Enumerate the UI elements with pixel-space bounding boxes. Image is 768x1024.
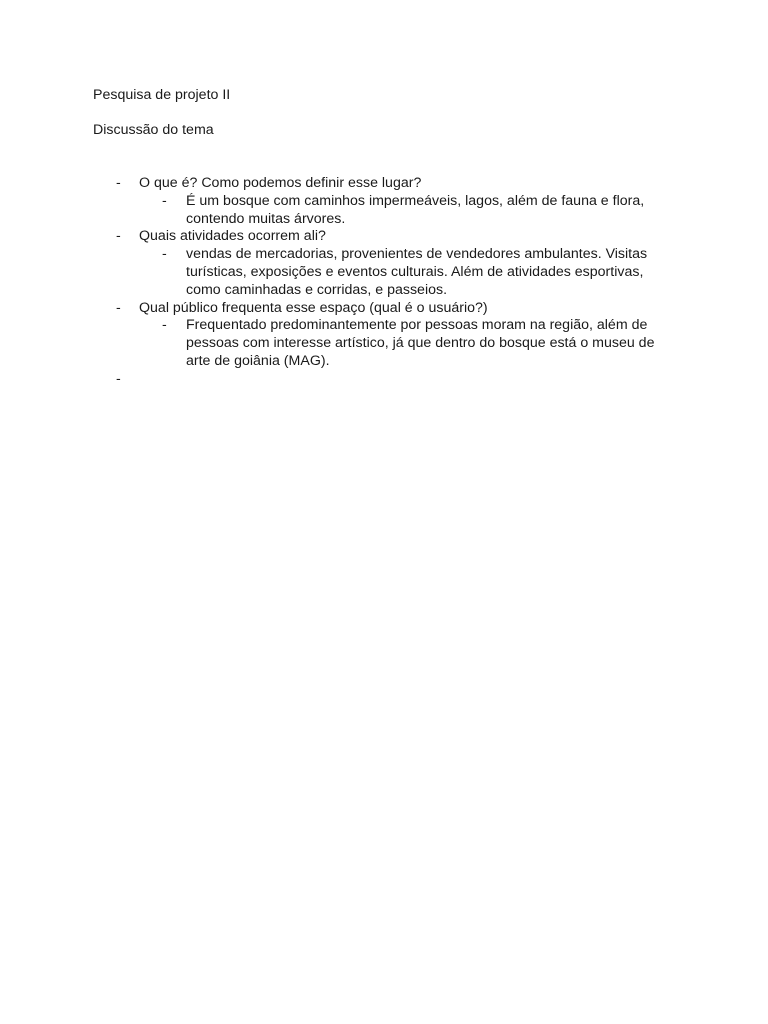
bullet-dash: - [162, 246, 167, 263]
answer-text: vendas de mercadorias, provenientes de vendedores ambulantes. Visitas turísticas, exposições e eventos culturais. Além de atividades esportivas, como caminhadas e corridas, e passeios. [186, 246, 648, 298]
list-item-question-2 [0, 228, 659, 246]
answer-text: É um bosque com caminhos impermeáveis, lagos, além de fauna e flora, contendo muitas árvores. [186, 192, 645, 227]
bullet-dash: - [116, 370, 121, 387]
question-text: Quais atividades ocorrem ali? [139, 228, 326, 245]
list-item-answer-1 [0, 193, 656, 229]
answer-text: Frequentado predominantemente por pessoas moram na região, além de pessoas com interesse artístico, já que dentro do bosque está o museu de arte de goiânia (MAG). [186, 317, 655, 369]
question-text: Qual público frequenta esse espaço (qual é o usuário?) [139, 299, 488, 316]
bullet-dash: - [116, 175, 121, 191]
question-outline [0, 175, 768, 389]
bullet-dash: - [162, 317, 167, 334]
list-item-question-3 [0, 300, 659, 318]
bullet-dash: - [116, 299, 121, 316]
list-item-empty [0, 371, 768, 389]
question-text: O que é? Como podemos definir esse lugar? [139, 175, 422, 191]
bullet-dash: - [116, 228, 121, 245]
document-subtitle: Discussão do tema [93, 122, 214, 138]
document-title: Pesquisa de projeto II [93, 87, 231, 103]
bullet-dash: - [162, 192, 167, 209]
list-item-answer-2 [0, 246, 656, 299]
list-item-question-1 [0, 175, 659, 193]
list-item-answer-3 [0, 317, 656, 370]
